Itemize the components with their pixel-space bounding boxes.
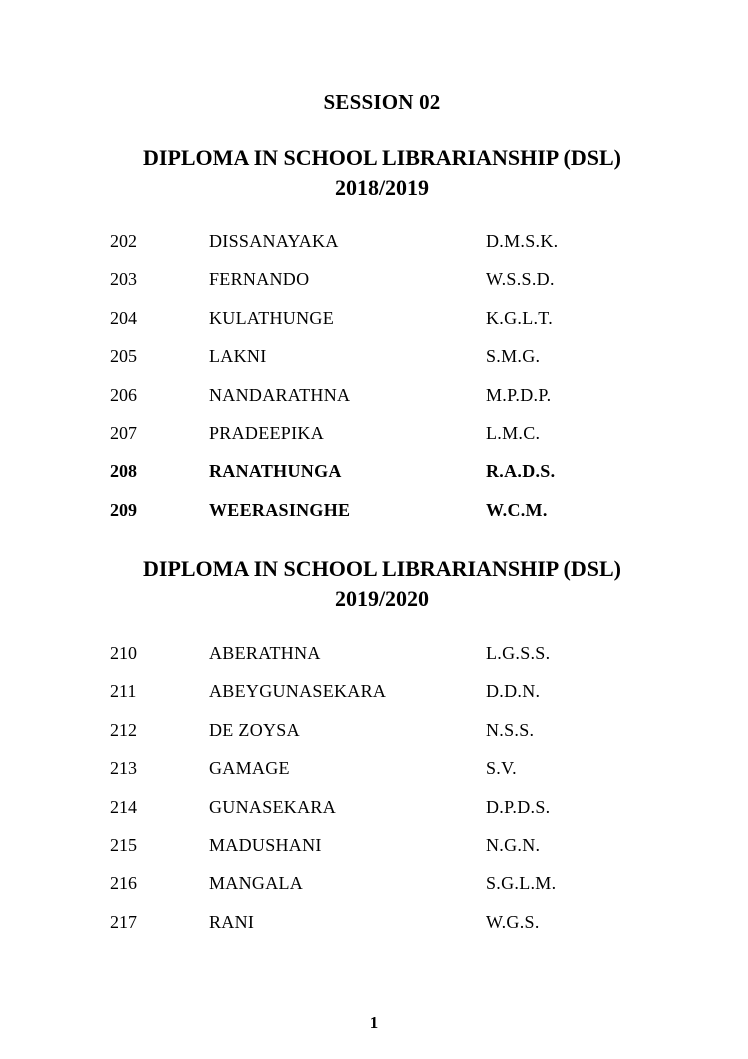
initials: S.V. — [486, 758, 517, 779]
index-number: 217 — [110, 911, 137, 932]
section-year: 2019/2020 — [334, 586, 430, 611]
surname: RANI — [209, 911, 255, 932]
roster-row — [0, 794, 748, 832]
surname: WEERASINGHE — [209, 499, 351, 520]
initials: W.S.S.D. — [486, 269, 555, 290]
roster-row — [0, 909, 748, 947]
roster-2019-2020 — [0, 640, 748, 947]
roster-row — [0, 832, 748, 870]
surname: RANATHUNGA — [209, 461, 342, 482]
surname: DE ZOYSA — [209, 719, 300, 740]
section-heading-2019-2020 — [0, 554, 748, 614]
index-number: 205 — [110, 346, 137, 367]
initials: N.G.N. — [486, 834, 541, 855]
roster-row — [0, 678, 748, 716]
roster-2018-2019 — [0, 228, 748, 535]
initials: R.A.D.S. — [486, 461, 556, 482]
initials: W.C.M. — [486, 499, 548, 520]
session-title: SESSION 02 — [323, 90, 441, 114]
page-number: 1 — [369, 1013, 379, 1032]
roster-row — [0, 717, 748, 755]
initials: S.M.G. — [486, 346, 541, 367]
roster-row — [0, 458, 748, 496]
initials: M.P.D.P. — [486, 384, 552, 405]
surname: KULATHUNGE — [209, 307, 334, 328]
roster-row — [0, 420, 748, 458]
initials: L.G.S.S. — [486, 643, 551, 663]
surname: GAMAGE — [209, 758, 290, 779]
index-number: 211 — [110, 681, 137, 702]
index-number: 207 — [110, 422, 137, 443]
roster-row — [0, 497, 748, 535]
roster-row — [0, 755, 748, 793]
index-number: 210 — [110, 643, 137, 663]
initials: L.M.C. — [486, 422, 541, 443]
index-number: 202 — [110, 231, 137, 251]
index-number: 206 — [110, 384, 137, 405]
index-number: 212 — [110, 719, 137, 740]
roster-row — [0, 870, 748, 908]
surname: ABEYGUNASEKARA — [209, 681, 387, 702]
initials: N.S.S. — [486, 719, 535, 740]
roster-row — [0, 305, 748, 343]
surname: ABERATHNA — [209, 643, 321, 663]
initials: D.P.D.S. — [486, 796, 551, 817]
index-number: 213 — [110, 758, 137, 779]
surname: GUNASEKARA — [209, 796, 337, 817]
initials: D.D.N. — [486, 681, 541, 702]
initials: S.G.L.M. — [486, 873, 557, 894]
surname: PRADEEPIKA — [209, 422, 325, 443]
index-number: 215 — [110, 834, 137, 855]
roster-row — [0, 382, 748, 420]
roster-row — [0, 228, 748, 266]
index-number: 203 — [110, 269, 137, 290]
index-number: 208 — [110, 461, 137, 482]
surname: MADUSHANI — [209, 834, 322, 855]
index-number: 209 — [110, 499, 137, 520]
initials: D.M.S.K. — [486, 231, 559, 251]
surname: FERNANDO — [209, 269, 310, 290]
surname: LAKNI — [209, 346, 267, 367]
surname: DISSANAYAKA — [209, 231, 339, 251]
section-year: 2018/2019 — [334, 175, 430, 200]
section-title: DIPLOMA IN SCHOOL LIBRARIANSHIP (DSL) — [143, 145, 621, 170]
index-number: 216 — [110, 873, 137, 894]
roster-row — [0, 640, 748, 678]
surname: NANDARATHNA — [209, 384, 351, 405]
section-title: DIPLOMA IN SCHOOL LIBRARIANSHIP (DSL) — [143, 556, 621, 581]
roster-row — [0, 343, 748, 381]
index-number: 214 — [110, 796, 137, 817]
initials: W.G.S. — [486, 911, 540, 932]
index-number: 204 — [110, 307, 137, 328]
roster-row — [0, 266, 748, 304]
initials: K.G.L.T. — [486, 307, 554, 328]
surname: MANGALA — [209, 873, 304, 894]
section-heading-2018-2019 — [0, 143, 748, 203]
